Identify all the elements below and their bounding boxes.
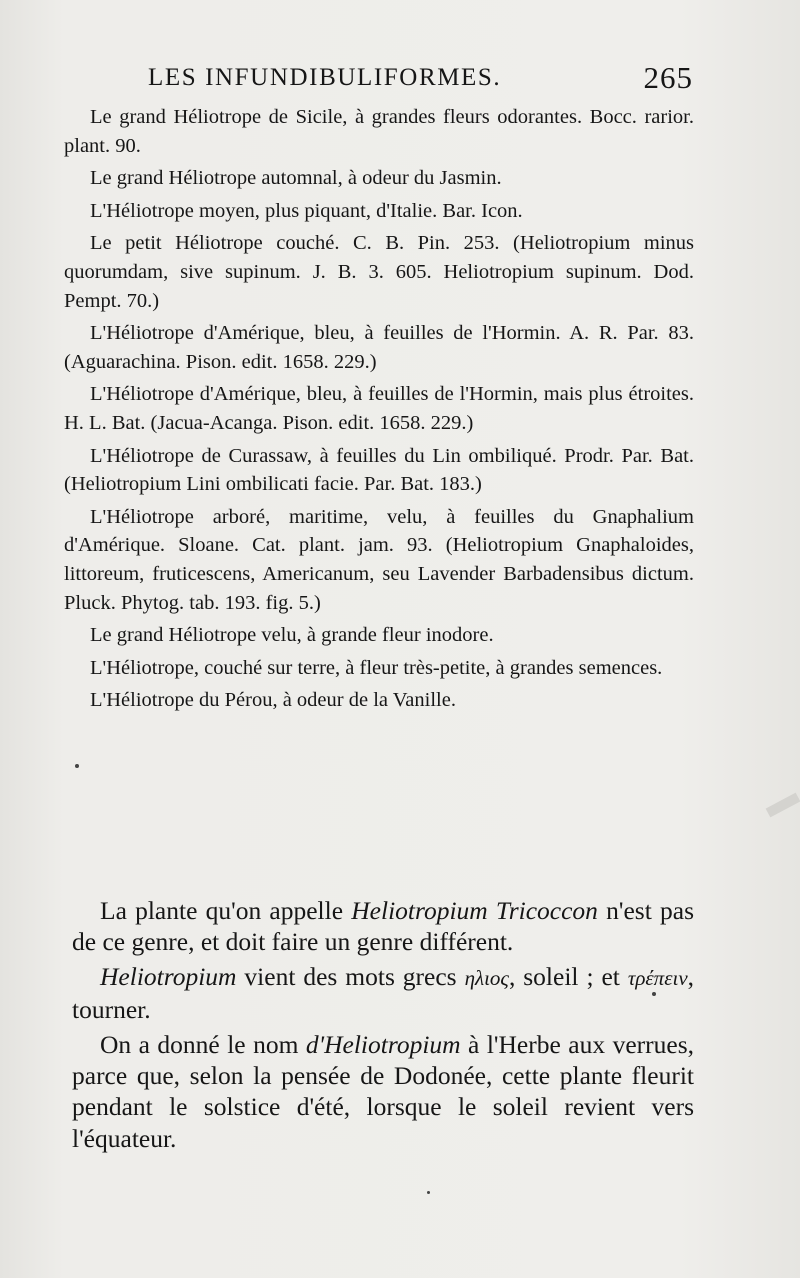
commentary-paragraph (72, 961, 694, 1026)
latin-name: Heliotropium (100, 961, 237, 991)
page-edge-bleed (766, 793, 800, 818)
greek-word: ηλιος (464, 965, 509, 990)
text-run: , soleil ; et (508, 961, 628, 991)
latin-name: Heliotropium Tricoccon (351, 896, 598, 925)
commentary-paragraph (72, 895, 694, 958)
page-number: 265 (643, 60, 693, 95)
text-run: On a donné le nom (100, 1029, 306, 1059)
page-header (148, 62, 693, 96)
latin-name: d'Heliotropium (305, 1029, 461, 1059)
species-entry: L'Héliotrope du Pérou, à odeur de la Vanille. (90, 689, 456, 712)
species-entry: L'Héliotrope de Curassaw, à feuilles du Lin ombiliqué. Prodr. Par. Bat. (Heliotropium Lini ombilicati facie. Par. Bat. 183.) (64, 444, 694, 496)
species-entry: L'Héliotrope d'Amérique, bleu, à feuilles de l'Hormin, mais plus étroites. H. L. Bat. (Jacua-Acanga. Pison. edit. 1658. 229.) (64, 383, 694, 434)
text-run: La plante qu'on appelle (100, 896, 352, 925)
species-entry: Le grand Héliotrope de Sicile, à grandes fleurs odorantes. Bocc. rarior. plant. 90. (64, 106, 694, 157)
text-run: vient des mots grecs (236, 961, 465, 991)
ink-speck (75, 764, 79, 768)
text-run: à l'Herbe aux verrues, parce que, selon la pensée de Dodonée, cette plante fleurit pendant le solstice d'été, lorsque le soleil revient vers l'équateur. (72, 1029, 694, 1153)
text-run: , tourner. (72, 961, 695, 1025)
species-entry: Le grand Héliotrope automnal, à odeur du Jasmin. (90, 167, 502, 190)
commentary-paragraph (72, 1029, 694, 1155)
greek-word: τρέπειν (627, 965, 688, 990)
species-entry: L'Héliotrope moyen, plus piquant, d'Italie. Bar. Icon. (90, 199, 523, 222)
ink-speck (427, 1191, 430, 1194)
text-run: n'est pas de ce genre, et doit faire un genre différent. (72, 896, 694, 957)
commentary (72, 895, 694, 1157)
species-entry: L'Héliotrope, couché sur terre, à fleur très-petite, à grandes semences. (90, 656, 663, 679)
ink-speck (652, 992, 656, 996)
running-title: LES INFUNDIBULIFORMES. (148, 64, 502, 91)
species-list (64, 103, 694, 719)
species-entry: L'Héliotrope d'Amérique, bleu, à feuilles de l'Hormin. A. R. Par. 83. (Aguarachina. Pison. edit. 1658. 229.) (64, 322, 694, 373)
species-entry: Le grand Héliotrope velu, à grande fleur inodore. (90, 624, 494, 647)
species-entry: L'Héliotrope arboré, maritime, velu, à feuilles du Gnaphalium d'Amérique. Sloane. Cat. plant. jam. 93. (Heliotropium Gnaphaloides, littoreum, fruticescens, Americanum, seu Lavender Barbadensibus dictum. Pluck. Phytog. tab. 193. fig. 5.) (64, 505, 694, 614)
species-entry: Le petit Héliotrope couché. C. B. Pin. 253. (Heliotropium minus quorumdam, sive supinum. J. B. 3. 605. Heliotropium supinum. Dod. Pempt. 70.) (64, 232, 694, 312)
